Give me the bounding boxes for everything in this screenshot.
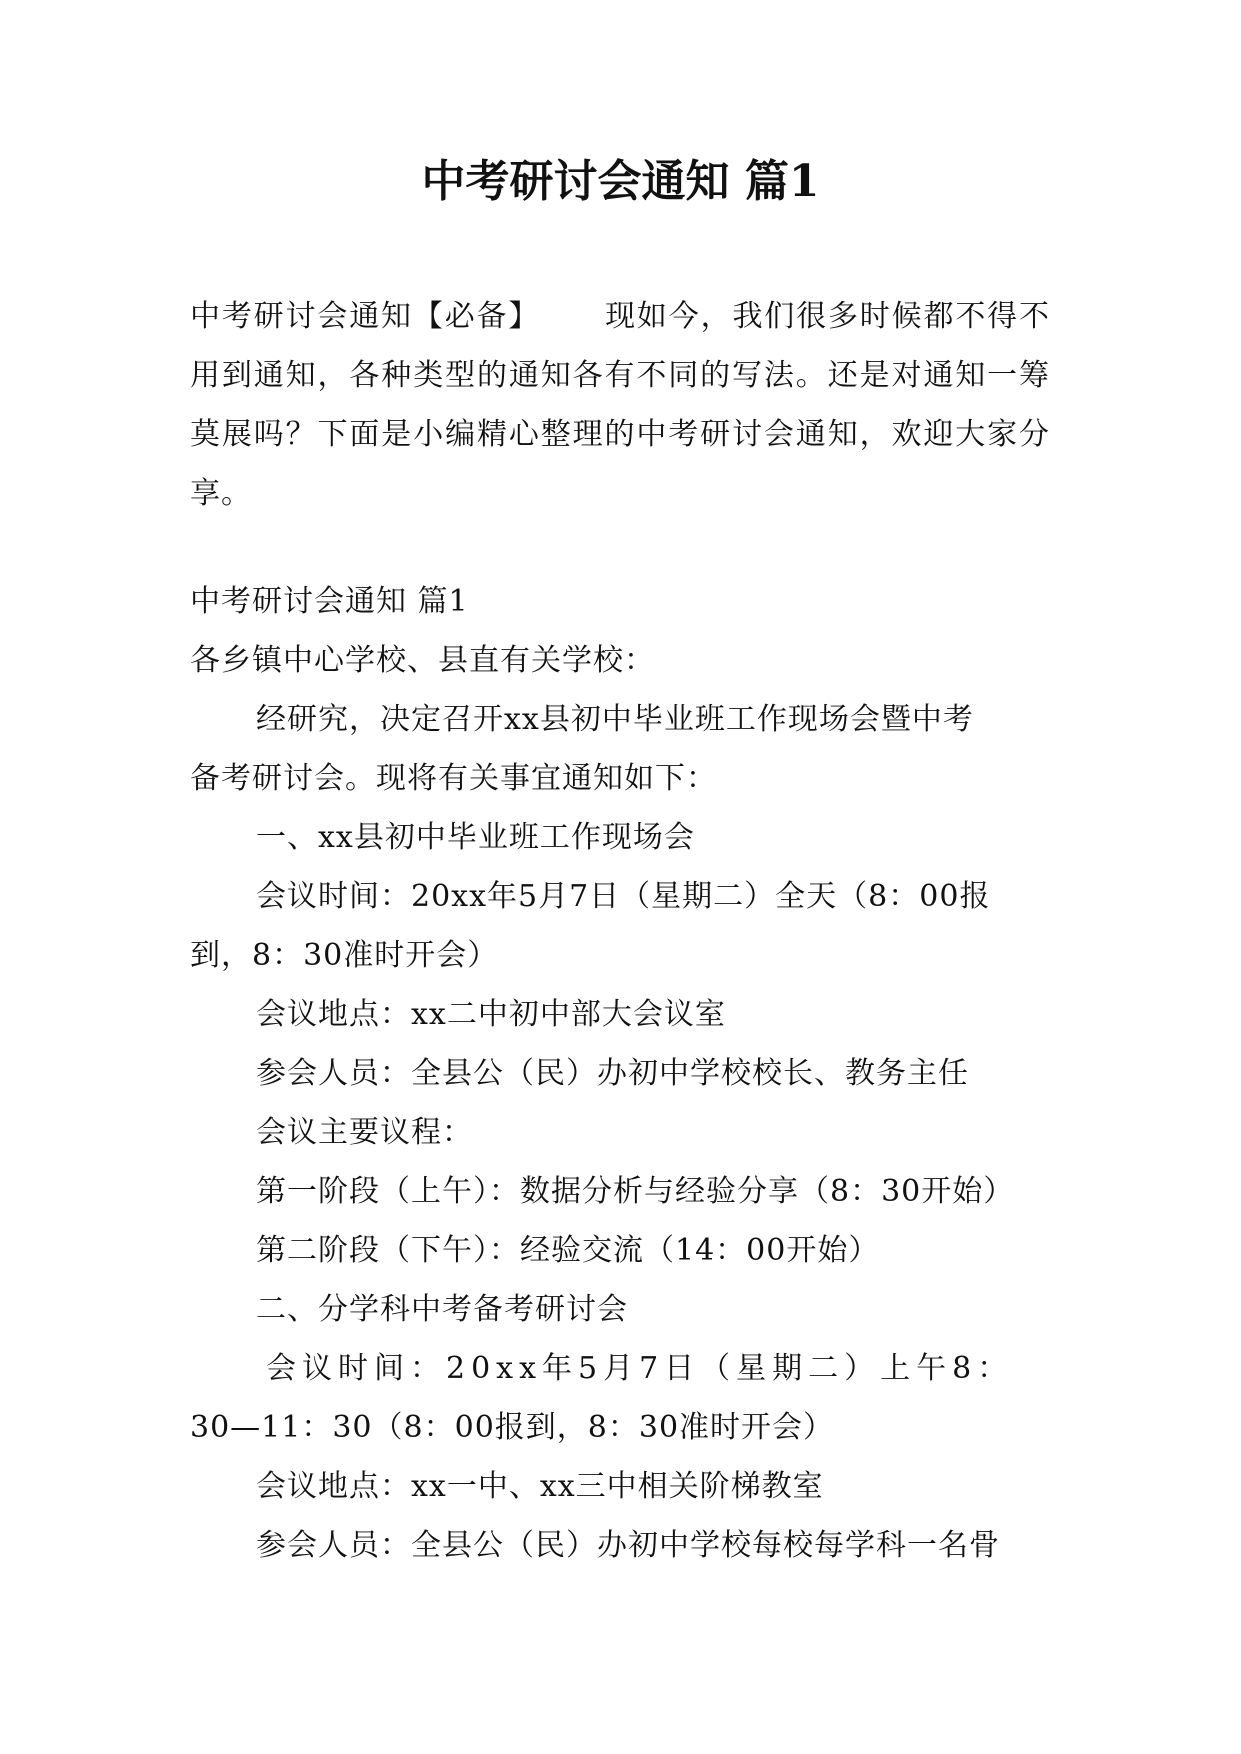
body-line: 经研究，决定召开xx县初中毕业班工作现场会暨中考 [256,702,974,737]
notice-body [190,572,1070,1575]
section-heading: 中考研讨会通知 篇1 [190,584,469,619]
meeting-location: 会议地点：xx二中初中部大会议室 [256,997,726,1032]
meeting-time-continued: 30—11：30（8：00报到，8：30准时开会） [190,1410,835,1445]
attendees: 参会人员：全县公（民）办初中学校校长、教务主任 [256,1056,969,1091]
intro-text: 现如今，我们很多时候都不得不用到通知，各种类型的通知各有不同的写法。还是对通知一筹莫展吗？下面是小编精心整理的中考研讨会通知，欢迎大家分享。 [190,299,1051,511]
meeting-location: 会议地点：xx一中、xx三中相关阶梯教室 [256,1469,824,1504]
agenda-item: 第二阶段（下午）：经验交流（14：00开始） [256,1233,880,1268]
body-line: 备考研讨会。现将有关事宜通知如下： [190,761,717,796]
agenda-heading: 会议主要议程： [256,1115,473,1150]
intro-paragraph [190,287,1050,523]
item-heading: 一、xx县初中毕业班工作现场会 [256,820,695,855]
meeting-time-continued: 到，8：30准时开会） [190,938,499,973]
meeting-time: 会议时间：20xx年5月7日（星期二）上午8： [266,1351,1014,1386]
meeting-time: 会议时间：20xx年5月7日（星期二）全天（8：00报 [256,879,991,914]
addressee-line: 各乡镇中心学校、县直有关学校： [190,643,655,678]
intro-lead: 中考研讨会通知【必备】 [190,299,541,334]
agenda-item: 第一阶段（上午）：数据分析与经验分享（8：30开始） [256,1174,1015,1209]
attendees: 参会人员：全县公（民）办初中学校每校每学科一名骨 [256,1528,1000,1563]
document-title: 中考研讨会通知 篇1 [421,156,820,207]
item-heading: 二、分学科中考备考研讨会 [256,1292,628,1327]
